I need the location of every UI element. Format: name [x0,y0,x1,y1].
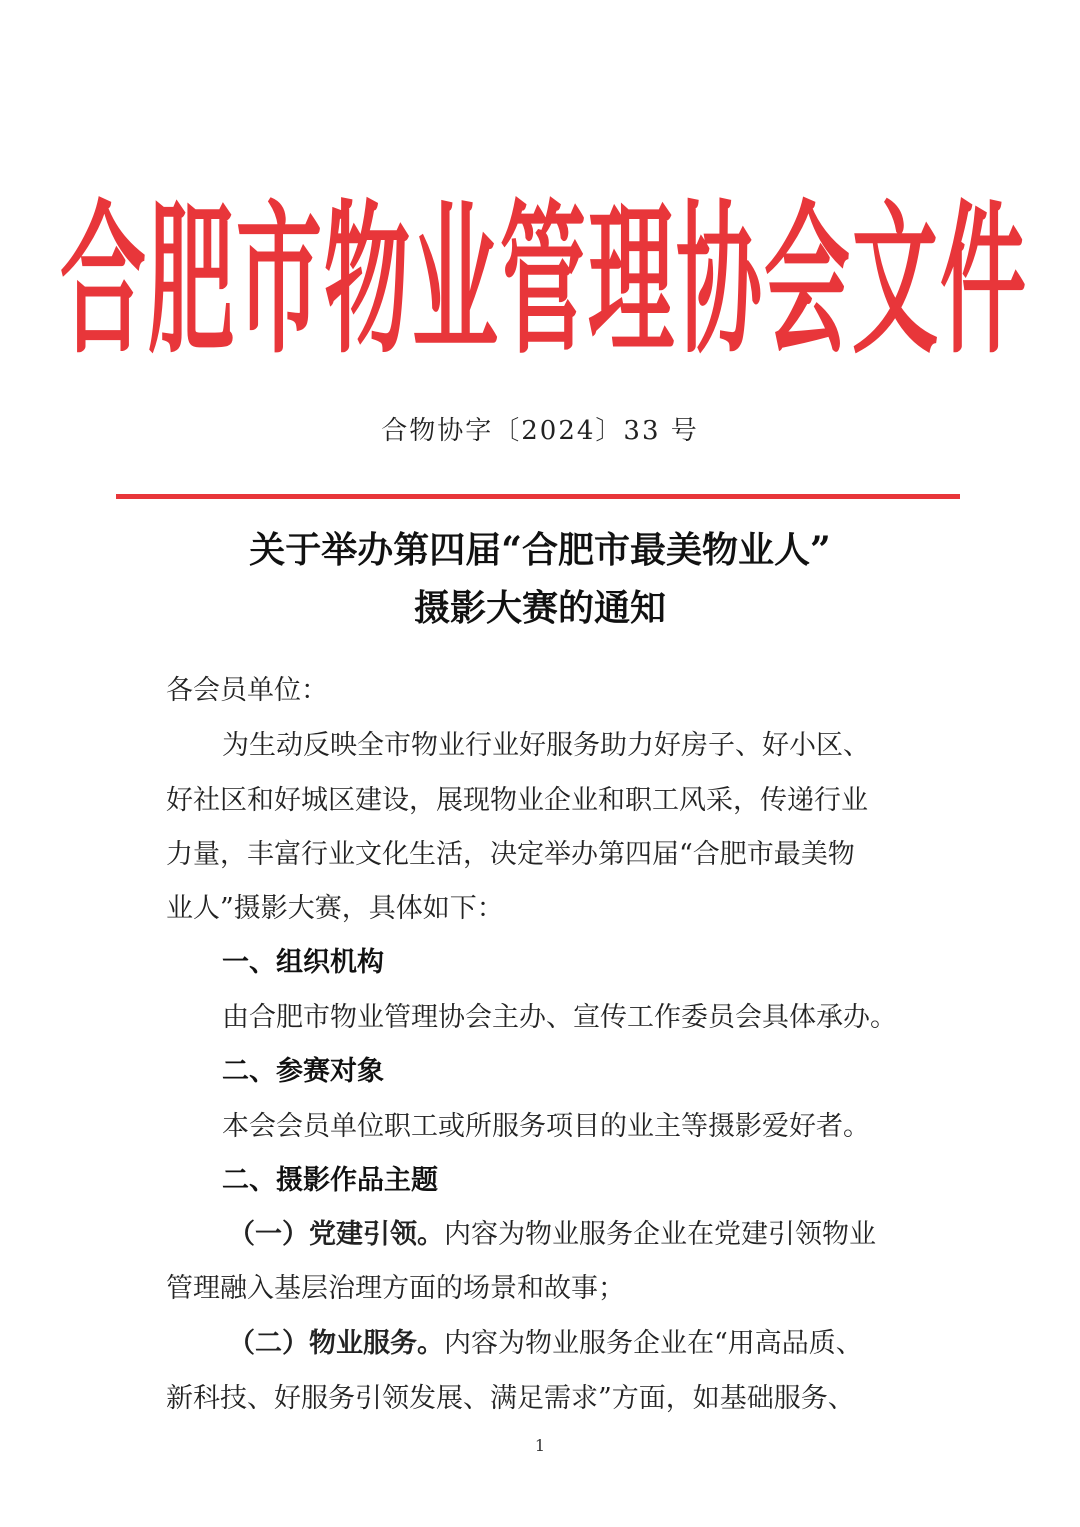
theme-item-2-text: 内容为物业服务企业在“用高品质、 [444,1328,863,1359]
section-text-organization: 由合肥市物业管理协会主办、宣传工作委员会具体承办。 [222,1002,897,1033]
header-char: 业 [412,187,498,377]
section-heading-themes: 二、摄影作品主题 [222,1165,438,1196]
salutation: 各会员单位： [166,675,328,706]
intro-line: 好社区和好城区建设，展现物业企业和职工风采，传递行业 [166,785,868,816]
header-char: 市 [236,187,322,377]
theme-item-1-continuation: 管理融入基层治理方面的场景和故事； [166,1273,625,1304]
section-text-participants: 本会会员单位职工或所服务项目的业主等摄影爱好者。 [222,1111,870,1142]
header-char: 物 [324,187,410,377]
header-divider [116,494,960,499]
theme-item-2-continuation: 新科技、好服务引领发展、满足需求”方面，如基础服务、 [166,1383,855,1414]
header-char: 肥 [148,187,234,377]
header-char: 合 [60,187,146,377]
section-heading-participants: 二、参赛对象 [222,1056,384,1087]
header-char: 件 [940,187,1026,377]
theme-item-1 [228,1212,876,1251]
theme-item-2-lead: （二）物业服务。 [228,1328,444,1359]
intro-line: 业人”摄影大赛，具体如下： [166,893,504,924]
header-char: 管 [500,187,586,377]
document-number: 合物协字〔2024〕33 号 [381,416,699,446]
notice-title-line2: 摄影大赛的通知 [413,587,666,629]
header-char: 理 [588,187,674,377]
theme-item-1-text: 内容为物业服务企业在党建引领物业 [444,1219,876,1250]
org-document-header [60,187,1026,377]
notice-title-line1: 关于举办第四届“合肥市最美物业人” [249,529,831,571]
theme-item-2 [228,1321,863,1360]
header-char: 会 [764,187,850,377]
theme-item-1-lead: （一）党建引领。 [228,1219,444,1250]
intro-line: 力量，丰富行业文化生活，决定举办第四届“合肥市最美物 [166,839,855,870]
header-char: 协 [676,187,762,377]
page-number: 1 [534,1436,546,1455]
header-char: 文 [852,187,938,377]
section-heading-organization: 一、组织机构 [222,947,384,978]
intro-line: 为生动反映全市物业行业好服务助力好房子、好小区、 [222,730,870,761]
